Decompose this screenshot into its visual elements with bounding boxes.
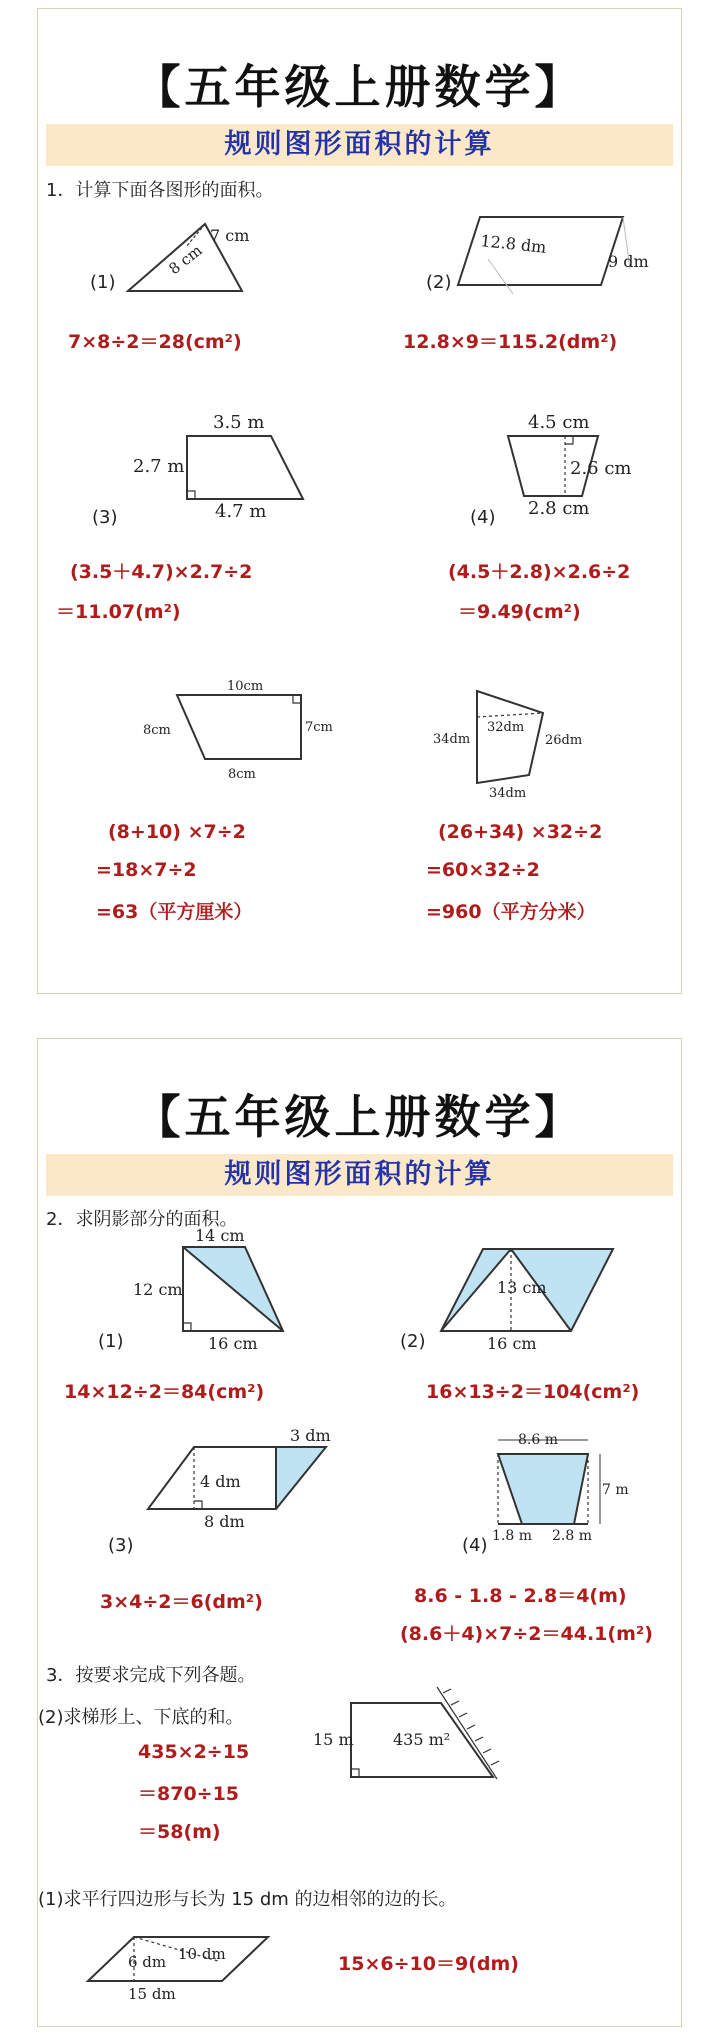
topic-banner: 规则图形面积的计算	[46, 1154, 673, 1196]
left-gap-label: 1.8 m	[492, 1528, 532, 1544]
trapezoid-height-label: 2.7 m	[133, 456, 185, 477]
parallelogram-triangle-figure	[148, 1427, 348, 1547]
base-label: 15 dm	[128, 1985, 176, 2003]
triangle-side-label: 7 cm	[210, 226, 250, 245]
question-1-text: 1．计算下面各图形的面积。	[46, 180, 274, 201]
topic-banner: 规则图形面积的计算	[46, 124, 673, 166]
question-2-text: 2．求阴影部分的面积。	[46, 1209, 238, 1230]
trapezoid-height-label: 32dm	[487, 720, 525, 735]
base-label: 16 cm	[487, 1334, 537, 1353]
item-2-3-answer: 3×4÷2＝6(dm²)	[100, 1591, 263, 1613]
worksheet-title: 【五年级上册数学】	[134, 1090, 585, 1144]
trapezoid-bottom-label: 8cm	[228, 767, 256, 782]
item-2-1-label: (1)	[98, 1331, 124, 1352]
item-6-answer-line1: (26+34) ×32÷2	[438, 821, 603, 843]
worksheet-card-1	[37, 8, 682, 994]
parallelogram-figure	[458, 209, 658, 299]
trapezoid-right-label: 26dm	[545, 733, 583, 748]
parallelogram-height-label: 9 dm	[608, 252, 649, 271]
trapezoid-bottom-label: 2.8 cm	[528, 498, 590, 519]
trapezoid-left-label: 34dm	[433, 732, 471, 747]
right-trapezoid-figure	[133, 404, 333, 522]
item-2-label: (2)	[426, 272, 452, 293]
height-label: 15 m	[313, 1730, 354, 1749]
parallelogram-shaded-figure	[433, 1227, 653, 1353]
item-5-answer-line3: =63（平方厘米）	[96, 901, 253, 923]
item-5-answer-line2: =18×7÷2	[96, 859, 197, 881]
trapezoid-rectangle-figure	[488, 1424, 628, 1544]
item-4-answer-line1: (4.5＋2.8)×2.6÷2	[448, 561, 631, 583]
parallelogram-base-label: 12.8 dm	[479, 231, 548, 257]
item-2-1-answer: 14×12÷2＝84(cm²)	[64, 1381, 265, 1403]
right-gap-label: 2.8 m	[552, 1528, 592, 1544]
worksheet-title: 【五年级上册数学】	[134, 60, 585, 114]
worksheet-card-2	[37, 1038, 682, 2027]
item-3-answer-line1: (3.5＋4.7)×2.7÷2	[70, 561, 253, 583]
base-label: 8 dm	[204, 1512, 245, 1531]
item-4-answer-line2: ＝9.49(cm²)	[458, 601, 581, 623]
part1-answer: 15×6÷10＝9(dm)	[338, 1953, 519, 1975]
triangle-height-label: 8 cm	[165, 241, 206, 279]
item-1-label: (1)	[90, 272, 116, 293]
trapezoid-top-label: 3.5 m	[213, 412, 265, 433]
item-5-answer-line1: (8+10) ×7÷2	[108, 821, 246, 843]
height-label: 6 dm	[128, 1953, 167, 1971]
item-2-4-answer-line1: 8.6 - 1.8 - 2.8＝4(m)	[414, 1585, 627, 1607]
item-2-2-label: (2)	[400, 1331, 426, 1352]
question-3-text: 3．按要求完成下列各题。	[46, 1665, 256, 1686]
side-label: 10 dm	[178, 1945, 226, 1963]
trapezoid-bottom-label: 34dm	[489, 786, 527, 801]
area-label: 435 m²	[393, 1730, 451, 1749]
trapezoid-top-label: 4.5 cm	[528, 412, 590, 433]
trapezoid-height-label: 2.6 cm	[570, 458, 632, 479]
item-2-2-answer: 16×13÷2＝104(cm²)	[426, 1381, 640, 1403]
height-label: 12 cm	[133, 1280, 183, 1299]
item-3-answer-line2: ＝11.07(m²)	[56, 601, 181, 623]
part2-answer-line1: 435×2÷15	[138, 1741, 250, 1763]
part2-answer-line2: ＝870÷15	[138, 1783, 240, 1805]
triangle-side-label: 3 dm	[290, 1426, 331, 1445]
item-6-answer-line2: =60×32÷2	[426, 859, 540, 881]
trapezoid-area-figure	[313, 1679, 533, 1799]
trapezoid-top-label: 10cm	[227, 679, 264, 694]
item-2-4-label: (4)	[462, 1535, 488, 1556]
question-3-part2-text: (2)求梯形上、下底的和。	[38, 1707, 244, 1728]
height-label: 7 m	[602, 1482, 629, 1498]
top-width-label: 8.6 m	[518, 1432, 558, 1448]
trapezoid-shaded-figure-1	[133, 1226, 343, 1353]
item-2-3-label: (3)	[108, 1535, 134, 1556]
item-2-answer: 12.8×9＝115.2(dm²)	[403, 331, 618, 353]
item-6-answer-line3: =960（平方分米）	[426, 901, 596, 923]
trapezoid-height-label: 7cm	[305, 720, 333, 735]
trapezoid-figure-5	[143, 677, 343, 787]
trapezoid-bottom-label: 4.7 m	[215, 501, 267, 522]
trapezoid-figure	[508, 404, 688, 519]
question-3-part1-text: (1)求平行四边形与长为 15 dm 的边相邻的边的长。	[38, 1889, 457, 1910]
part2-answer-line3: ＝58(m)	[138, 1821, 221, 1843]
item-4-label: (4)	[470, 507, 496, 528]
trapezoid-figure-6	[433, 677, 593, 801]
item-3-label: (3)	[92, 507, 118, 528]
height-label: 13 cm	[497, 1278, 547, 1297]
item-2-4-answer-line2: (8.6＋4)×7÷2＝44.1(m²)	[400, 1623, 653, 1645]
parallelogram-figure	[88, 1929, 288, 2009]
height-label: 4 dm	[200, 1472, 241, 1491]
triangle-figure	[118, 209, 268, 299]
trapezoid-left-label: 8cm	[143, 723, 171, 738]
bottom-base-label: 16 cm	[208, 1334, 258, 1353]
top-base-label: 14 cm	[195, 1226, 245, 1245]
item-1-answer: 7×8÷2＝28(cm²)	[68, 331, 242, 353]
